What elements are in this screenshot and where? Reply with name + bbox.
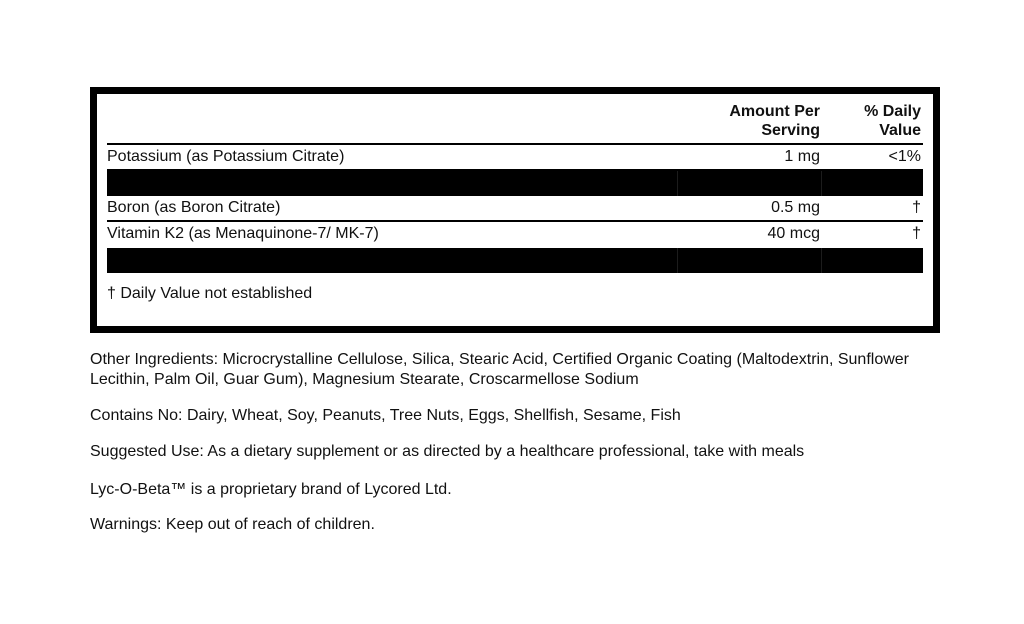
nutrient-amount: 1 mg [784, 148, 820, 165]
nutrient-name: Potassium (as Potassium Citrate) [107, 148, 345, 165]
nutrient-amount: 0.5 mg [771, 199, 820, 216]
other-ingredients-text: Other Ingredients: Microcrystalline Cellulose, Silica, Stearic Acid, Certified Organic Coating (Maltodextrin, Sunflower Lecithin, Palm Oil, Guar Gum), Magnesium Stearate, Croscarmellose Sodium [90, 351, 910, 388]
daily-value-header: % Daily Value [864, 103, 921, 139]
column-divider [677, 248, 678, 273]
table-row-vitamin-k2 [107, 222, 923, 248]
redacted-row [107, 171, 923, 196]
table-row-boron [107, 196, 923, 222]
daily-value-footnote: † Daily Value not established [107, 285, 313, 302]
nutrient-daily-value: † [912, 199, 921, 216]
table-row-potassium [107, 145, 923, 171]
nutrient-name: Vitamin K2 (as Menaquinone-7/ MK-7) [107, 225, 379, 242]
nutrient-daily-value: <1% [888, 148, 921, 165]
supplement-facts-table [107, 94, 923, 302]
suggested-use-text: Suggested Use: As a dietary supplement or as directed by a healthcare professional, take with meals [90, 443, 805, 460]
amount-per-serving-header: Amount Per Serving [729, 103, 820, 139]
column-divider [821, 248, 822, 273]
contains-no-text: Contains No: Dairy, Wheat, Soy, Peanuts, Tree Nuts, Eggs, Shellfish, Sesame, Fish [90, 407, 681, 424]
column-divider [821, 171, 822, 196]
nutrient-amount: 40 mcg [767, 225, 820, 242]
nutrient-name: Boron (as Boron Citrate) [107, 199, 281, 216]
supplement-facts-panel [90, 87, 940, 333]
brand-note-text: Lyc-O-Beta™ is a proprietary brand of Lycored Ltd. [90, 481, 452, 498]
redacted-row [107, 248, 923, 273]
warnings-text: Warnings: Keep out of reach of children. [90, 516, 375, 533]
table-header [107, 94, 923, 145]
column-divider [677, 171, 678, 196]
nutrient-daily-value: † [912, 225, 921, 242]
